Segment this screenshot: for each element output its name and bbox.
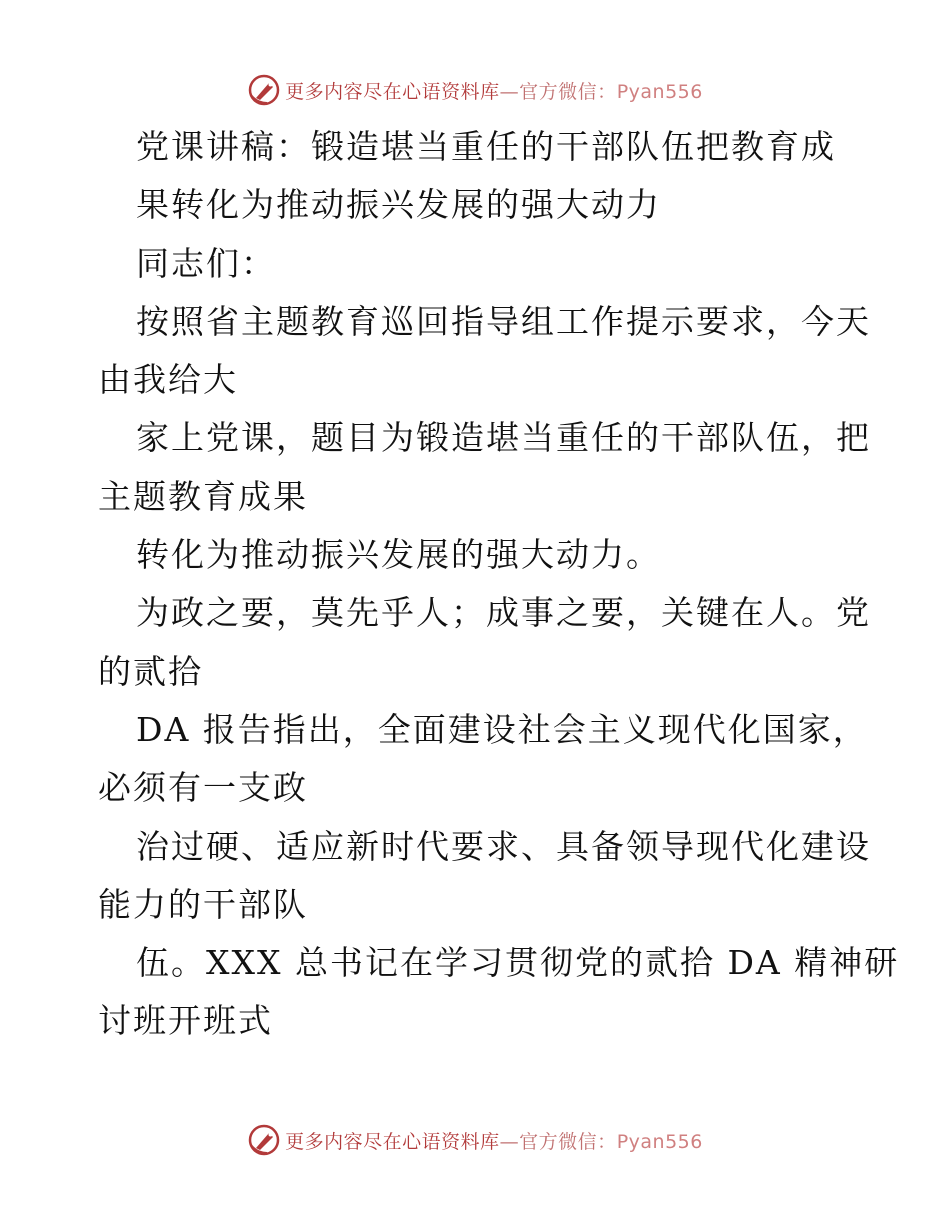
- text-line: 果转化为推动振兴发展的强大动力: [136, 185, 661, 225]
- banner-main-text: 更多内容尽在心语资料库: [285, 1130, 500, 1153]
- footer-banner-text: [285, 1127, 703, 1154]
- text-line: 由我给大: [98, 360, 238, 400]
- text-line: 党课讲稿：锻造堪当重任的干部队伍把教育成: [136, 127, 836, 166]
- footer-banner: [0, 1120, 950, 1160]
- pen-nib-logo-icon: [247, 1123, 281, 1157]
- pen-nib-logo-icon: [247, 73, 281, 107]
- document-body: [98, 118, 900, 1051]
- text-line: 治过硬、适应新时代要求、具备领导现代化建设: [136, 826, 871, 866]
- text-line: 伍。XXX 总书记在学习贯彻党的贰拾 DA 精神研: [136, 943, 900, 983]
- banner-official-label: 官方微信：: [519, 80, 617, 103]
- text-line: 为政之要，莫先乎人；成事之要，关键在人。党: [136, 593, 871, 633]
- text-line: DA 报告指出，全面建设社会主义现代化国家，: [136, 709, 868, 749]
- text-line: 的贰拾: [98, 651, 203, 691]
- banner-wechat-id: Pyan556: [616, 1130, 703, 1153]
- text-line: 能力的干部队: [98, 884, 308, 924]
- text-line: 转化为推动振兴发展的强大动力。: [136, 535, 661, 575]
- banner-main-text: 更多内容尽在心语资料库: [285, 80, 500, 103]
- text-line: 家上党课，题目为锻造堪当重任的干部队伍，把: [136, 418, 871, 458]
- text-line: 讨班开班式: [98, 1001, 273, 1041]
- banner-dash: —: [499, 80, 520, 103]
- text-line: 按照省主题教育巡回指导组工作提示要求，今天: [136, 301, 871, 341]
- text-line: 主题教育成果: [98, 476, 308, 516]
- banner-dash: —: [499, 1130, 520, 1153]
- text-line: 必须有一支政: [98, 768, 308, 808]
- header-banner-text: [285, 77, 703, 104]
- header-banner: [0, 70, 950, 110]
- banner-official-label: 官方微信：: [519, 1130, 617, 1153]
- text-line: 同志们：: [136, 243, 276, 283]
- banner-wechat-id: Pyan556: [616, 80, 703, 103]
